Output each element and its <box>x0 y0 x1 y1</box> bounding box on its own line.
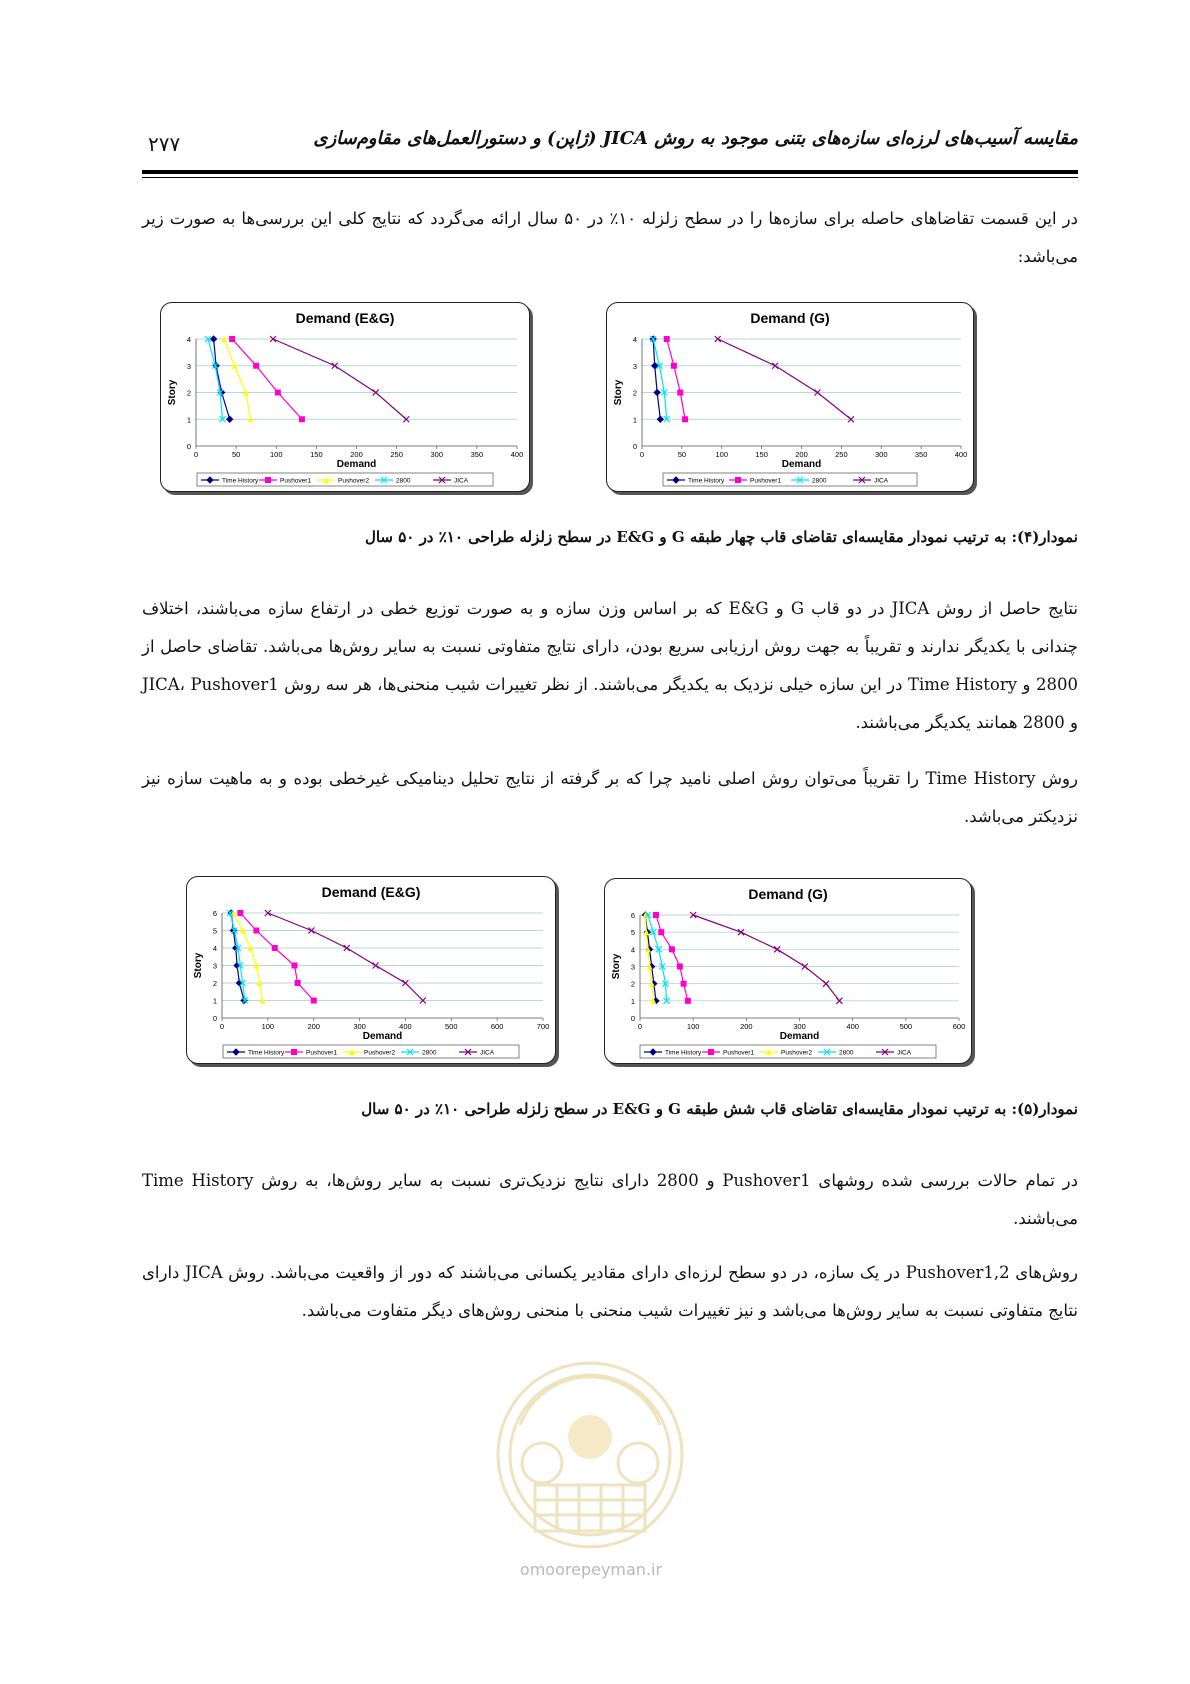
legend-marker <box>735 477 741 483</box>
x-tick-label: 600 <box>490 1022 504 1031</box>
x-tick-label: 200 <box>740 1022 753 1031</box>
x-tick-label: 300 <box>430 450 444 459</box>
y-tick-label: 4 <box>630 945 635 955</box>
y-tick-label: 0 <box>630 1014 635 1023</box>
series-line <box>240 913 313 1001</box>
data-point <box>685 998 691 1004</box>
legend-label: 2800 <box>839 1049 854 1057</box>
y-tick-label: 1 <box>630 996 635 1006</box>
x-tick-label: 0 <box>219 1022 225 1031</box>
data-point <box>299 416 305 422</box>
legend-label: Pushover2 <box>364 1049 396 1057</box>
data-point <box>291 963 297 969</box>
y-tick-label: 0 <box>186 442 191 451</box>
y-axis-label: Story <box>611 953 622 980</box>
figure-5-caption: نمودار(۵): به ترتیب نمودار مقایسه‌ای تقاضای قاب شش طبقه G و E&G در سطح زلزله طراحی ۱۰٪ در ۵۰ سال <box>361 1100 1078 1118</box>
y-tick-label: 0 <box>212 1014 217 1023</box>
chart-title: Demand (E&G) <box>295 310 395 326</box>
legend-marker <box>708 1049 714 1055</box>
y-tick-label: 2 <box>186 388 191 398</box>
x-tick-label: 400 <box>510 450 524 459</box>
x-tick-label: 400 <box>399 1022 412 1031</box>
x-tick-label: 400 <box>846 1022 859 1031</box>
y-tick-label: 1 <box>212 996 217 1006</box>
x-tick-label: 250 <box>835 450 848 459</box>
chart-legend <box>663 473 917 486</box>
series-line <box>653 339 660 419</box>
data-point <box>682 416 688 422</box>
x-tick-label: 50 <box>677 450 687 459</box>
data-point <box>658 929 664 935</box>
data-point <box>677 390 683 396</box>
data-point <box>272 945 278 951</box>
x-tick-label: 0 <box>639 450 645 459</box>
x-tick-label: 100 <box>269 450 283 459</box>
legend-marker <box>265 477 271 483</box>
y-axis-label: Story <box>167 379 178 406</box>
data-point <box>671 363 677 369</box>
chart-6-story-eg <box>186 876 556 1064</box>
data-point <box>253 363 259 369</box>
legend-label: Pushover1 <box>280 477 312 485</box>
legend-label: Time History <box>688 477 725 485</box>
legend-label: Pushover2 <box>781 1049 813 1057</box>
x-axis-label: Demand <box>336 459 377 470</box>
legend-label: 2800 <box>396 477 411 485</box>
chart-legend <box>640 1045 936 1058</box>
x-tick-label: 500 <box>445 1022 458 1031</box>
x-tick-label: 600 <box>952 1022 966 1031</box>
x-tick-label: 500 <box>899 1022 913 1031</box>
y-tick-label: 5 <box>212 926 217 936</box>
legend-label: 2800 <box>422 1049 437 1057</box>
legend-label: Time History <box>665 1049 702 1057</box>
series-line <box>233 913 262 1001</box>
chart-title: Demand (G) <box>748 886 828 902</box>
data-point <box>681 981 687 987</box>
x-tick-label: 100 <box>686 1022 700 1031</box>
legend-label: JICA <box>897 1049 912 1057</box>
data-point <box>253 928 259 934</box>
x-tick-label: 50 <box>231 450 241 459</box>
data-point <box>227 416 233 422</box>
y-tick-label: 1 <box>632 415 637 425</box>
y-axis-label: Story <box>613 379 624 406</box>
series-line <box>224 339 250 419</box>
data-point <box>677 964 683 970</box>
x-tick-label: 150 <box>310 450 323 459</box>
x-axis-label: Demand <box>781 459 822 470</box>
x-tick-label: 300 <box>353 1022 366 1031</box>
x-axis-label: Demand <box>362 1031 403 1042</box>
chart-title: Demand (G) <box>750 310 830 326</box>
data-point <box>236 980 242 986</box>
series-line <box>645 915 656 1001</box>
x-tick-label: 350 <box>470 450 484 459</box>
y-tick-label: 3 <box>186 361 191 371</box>
x-tick-label: 400 <box>954 450 968 459</box>
x-tick-label: 100 <box>715 450 729 459</box>
header-rule-thick <box>142 170 1078 174</box>
chart-title: Demand (E&G) <box>321 884 421 900</box>
paragraph-intro: در این قسمت تقاضاهای حاصله برای سازه‌ها را در سطح زلزله ۱۰٪ در ۵۰ سال ارائه می‌گردد که نتایج کلی این بررسی‌ها به صورت زیر می‌باشد: <box>142 209 1079 266</box>
x-tick-label: 100 <box>261 1022 275 1031</box>
y-tick-label: 1 <box>186 415 191 425</box>
legend-label: Time History <box>248 1049 285 1057</box>
chart-6-story-g-svg <box>605 879 971 1063</box>
legend-label: JICA <box>874 477 889 485</box>
x-tick-label: 300 <box>793 1022 806 1031</box>
chart-4-story-g-svg <box>607 303 973 491</box>
data-point <box>241 998 247 1004</box>
y-tick-label: 3 <box>632 361 637 371</box>
paragraph-time-history: روش Time History را تقریباً می‌توان روش اصلی نامید چرا که بر گرفته از نتایج تحلیل دینامیکی غیرخطی بوده و به ماهیت سازه نیز نزدیکتر می‌باشد. <box>142 769 1078 826</box>
x-tick-label: 300 <box>874 450 888 459</box>
x-axis-label: Demand <box>779 1031 820 1042</box>
x-tick-label: 0 <box>193 450 199 459</box>
paragraph-pushover-comparison: در تمام حالات بررسی شده روشهای Pushover1 و 2800 دارای نتایج نزدیک‌تری نسبت به سایر روش‌ها، به روش Time History می‌باشند. <box>142 1171 1078 1228</box>
y-tick-label: 4 <box>632 335 637 344</box>
y-tick-label: 2 <box>632 388 637 398</box>
series-line <box>718 339 851 419</box>
series-line <box>693 915 839 1001</box>
x-tick-label: 0 <box>637 1022 643 1031</box>
data-point <box>211 336 217 342</box>
watermark-url: omoorepeyman.ir <box>519 1560 663 1579</box>
x-tick-label: 200 <box>795 450 808 459</box>
y-tick-label: 6 <box>630 911 635 920</box>
x-tick-label: 250 <box>390 450 403 459</box>
series-line <box>667 339 685 419</box>
running-header-title: مقایسه آسیب‌های لرزه‌ای سازه‌های بتنی موجود به روش JICA (ژاپن) و دستورالعمل‌های مقاوم‌سازی <box>313 128 1078 149</box>
watermark-logo <box>490 1355 690 1555</box>
paragraph-jica-results: نتایج حاصل از روش JICA در دو قاب G و E&G که بر اساس وزن سازه و به صورت توزیع خطی در ارتفاع سازه می‌باشند، اختلاف چندانی با یکدیگر ندارند و تقریباً به جهت روش ارزیابی سریع بودن، دارای نتایج متفاوتی نسبت به سایر روش‌ها می‌باشد. تقاضای حاصل از 2800 و Time History در این سازه خیلی نزدیک به یکدیگر می‌باشند. از نظر تغییرات شیب منحنی‌ها، هر سه روش JICA، Pushover1 و 2800 همانند یکدیگر می‌باشند. <box>142 599 1078 732</box>
data-point <box>311 998 317 1004</box>
chart-legend <box>223 1045 519 1058</box>
data-point <box>234 963 240 969</box>
header-rule-thin <box>142 177 1078 178</box>
data-point <box>275 390 281 396</box>
y-tick-label: 2 <box>630 979 635 989</box>
data-point <box>654 390 660 396</box>
series-line <box>232 339 302 419</box>
page-number: ۲۷۷ <box>148 132 181 156</box>
data-point <box>229 336 235 342</box>
y-tick-label: 0 <box>632 442 637 451</box>
legend-label: JICA <box>480 1049 495 1057</box>
x-tick-label: 200 <box>350 450 363 459</box>
y-tick-label: 2 <box>212 979 217 988</box>
figure-4-caption: نمودار(۴): به ترتیب نمودار مقایسه‌ای تقاضای قاب چهار طبقه G و E&G در سطح زلزله طراحی ۱۰٪ در ۵۰ سال <box>364 528 1078 546</box>
data-point <box>237 910 243 916</box>
data-point <box>295 980 301 986</box>
chart-6-story-eg-svg <box>187 877 555 1063</box>
legend-label: JICA <box>454 477 469 485</box>
data-point <box>664 336 670 342</box>
series-line <box>273 339 406 419</box>
data-point <box>669 946 675 952</box>
y-tick-label: 3 <box>630 962 635 972</box>
series-line <box>268 913 423 1001</box>
legend-label: 2800 <box>812 477 827 485</box>
x-tick-label: 700 <box>536 1022 550 1031</box>
x-tick-label: 200 <box>307 1022 320 1031</box>
chart-6-story-g <box>604 878 972 1064</box>
data-point <box>657 416 663 422</box>
y-axis-label: Story <box>193 952 204 979</box>
legend-label: Pushover1 <box>723 1049 755 1057</box>
x-tick-label: 150 <box>755 450 768 459</box>
data-point <box>653 912 659 918</box>
x-tick-label: 350 <box>914 450 928 459</box>
y-tick-label: 6 <box>212 909 217 918</box>
legend-label: Time History <box>222 477 259 485</box>
y-tick-label: 4 <box>212 944 217 953</box>
y-tick-label: 3 <box>212 961 217 971</box>
legend-label: Pushover1 <box>750 477 782 485</box>
chart-legend <box>197 473 493 486</box>
y-tick-label: 5 <box>630 928 635 938</box>
chart-4-story-g <box>606 302 974 492</box>
chart-4-story-eg-svg <box>161 303 529 491</box>
series-line <box>653 339 667 419</box>
chart-4-story-eg <box>160 302 530 492</box>
legend-marker <box>291 1049 297 1055</box>
paragraph-conclusion: روش‌های Pushover1,2 در یک سازه، در دو سطح لرزه‌ای دارای مقادیر یکسانی می‌باشند که دور از واقعیت می‌باشد. روش JICA دارای نتایج متفاوتی نسبت به سایر روش‌ها می‌باشد و نیز تغییرات شیب منحنی با منحنی روش‌های دیگر متفاوت می‌باشد. <box>142 1263 1078 1320</box>
legend-label: Pushover2 <box>338 477 370 485</box>
legend-label: Pushover1 <box>306 1049 338 1057</box>
y-tick-label: 4 <box>186 335 191 344</box>
